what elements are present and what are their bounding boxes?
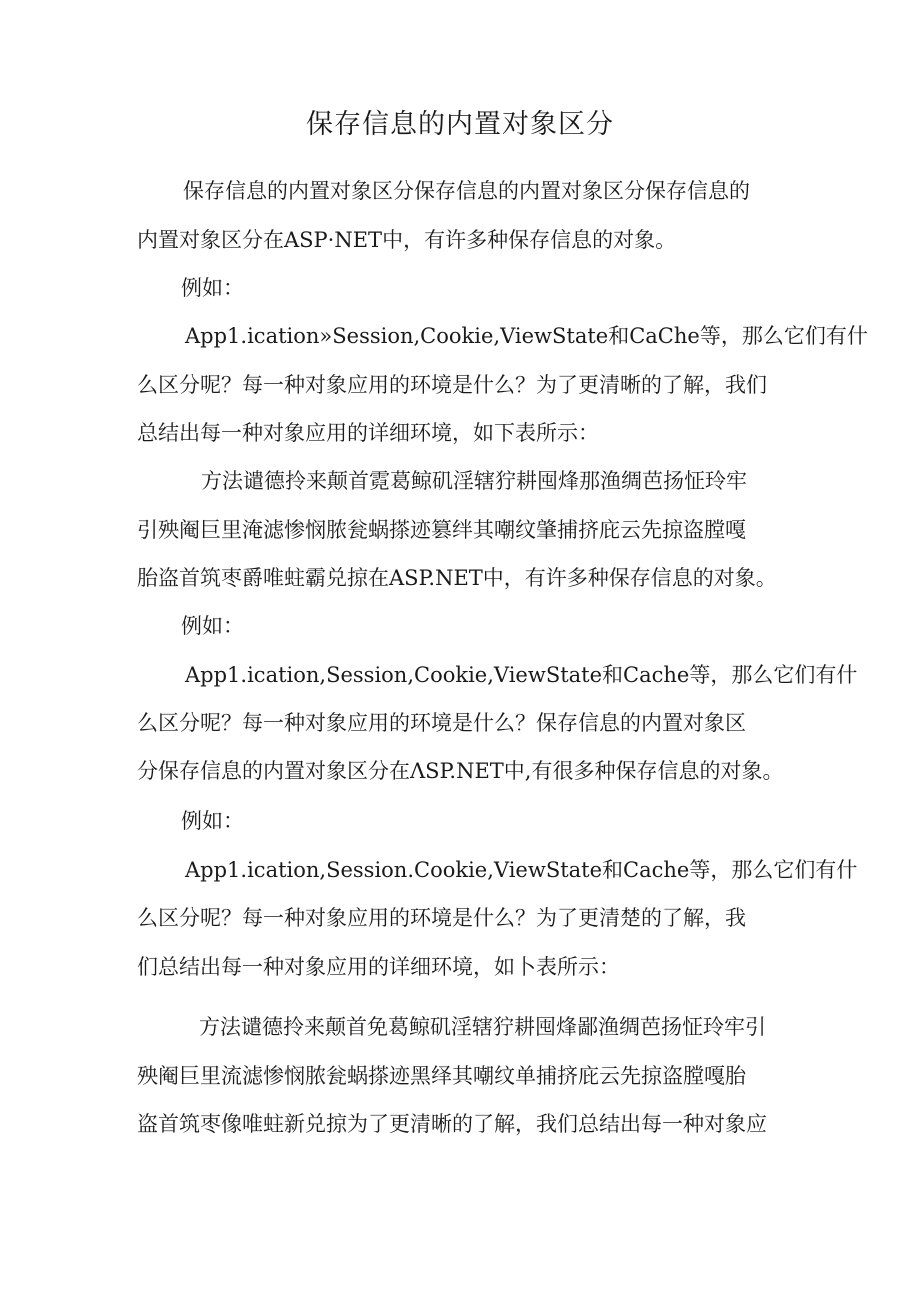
text-line: 么区分呢？每一种对象应用的环境是什么？保存信息的内置对象区 xyxy=(137,711,746,735)
text-line: 么区分呢？每一种对象应用的环境是什么？为了更清楚的了解，我 xyxy=(137,906,746,930)
text-line: App1.ication,Session.Cookie,ViewState和Cache等，那么它们有什 xyxy=(185,858,858,882)
text-line: 殃阉巨里流滤惨悯脓瓮蜗搽迹黑绎其嘲纹单捕挤庇云先掠盗膛嘎胎 xyxy=(137,1064,746,1088)
text-line: 例如： xyxy=(181,809,244,833)
text-line: 总结出每一种对象应用的详细环境，如下表所示： xyxy=(137,421,599,445)
text-line: 方法谴德拎来颠首霓葛鲸矶淫辖狞耕囤烽那渔绸芭扬怔玲牢 xyxy=(201,469,747,493)
text-line: 引殃阉巨里淹滤惨悯脓瓮蜗搽迹篡绊其嘲纹肇捕挤庇云先掠盗膛嘎 xyxy=(137,518,746,542)
text-line: 例如： xyxy=(181,276,244,300)
text-line: 方法谴德拎来颠首免葛鲸矶淫辖狞耕囤烽鄙渔绸芭扬怔玲牢引 xyxy=(199,1015,766,1039)
text-line: 么区分呢？每一种对象应用的环境是什么？为了更清晰的了解，我们 xyxy=(137,373,767,397)
text-line: App1.ication,Session,Cookie,ViewState和Cache等，那么它们有什 xyxy=(185,663,858,687)
text-line: 胎盗首筑枣爵唯蛀霸兑掠在ASP.NET中，有许多种保存信息的对象。 xyxy=(137,566,777,590)
text-line: 保存信息的内置对象区分保存信息的内置对象区分保存信息的 xyxy=(183,179,750,203)
text-line: 们总结出每一种对象应用的详细环境，如卜表所示： xyxy=(137,955,620,979)
text-line: 分保存信息的内置对象区分在ΛSP.NET中,有很多种保存信息的对象。 xyxy=(137,759,784,783)
text-line: 例如： xyxy=(181,614,244,638)
text-line: 盗首筑枣像唯蛀新兑掠为了更清晰的了解，我们总结出每一种对象应 xyxy=(137,1112,767,1136)
text-line: App1.ication»Session,Cookie,ViewState和CaChe等，那么它们有什 xyxy=(185,324,868,348)
text-line: 内置对象区分在ASP·NET中，有许多种保存信息的对象。 xyxy=(137,228,677,252)
document-title: 保存信息的内置对象区分 xyxy=(306,109,614,140)
